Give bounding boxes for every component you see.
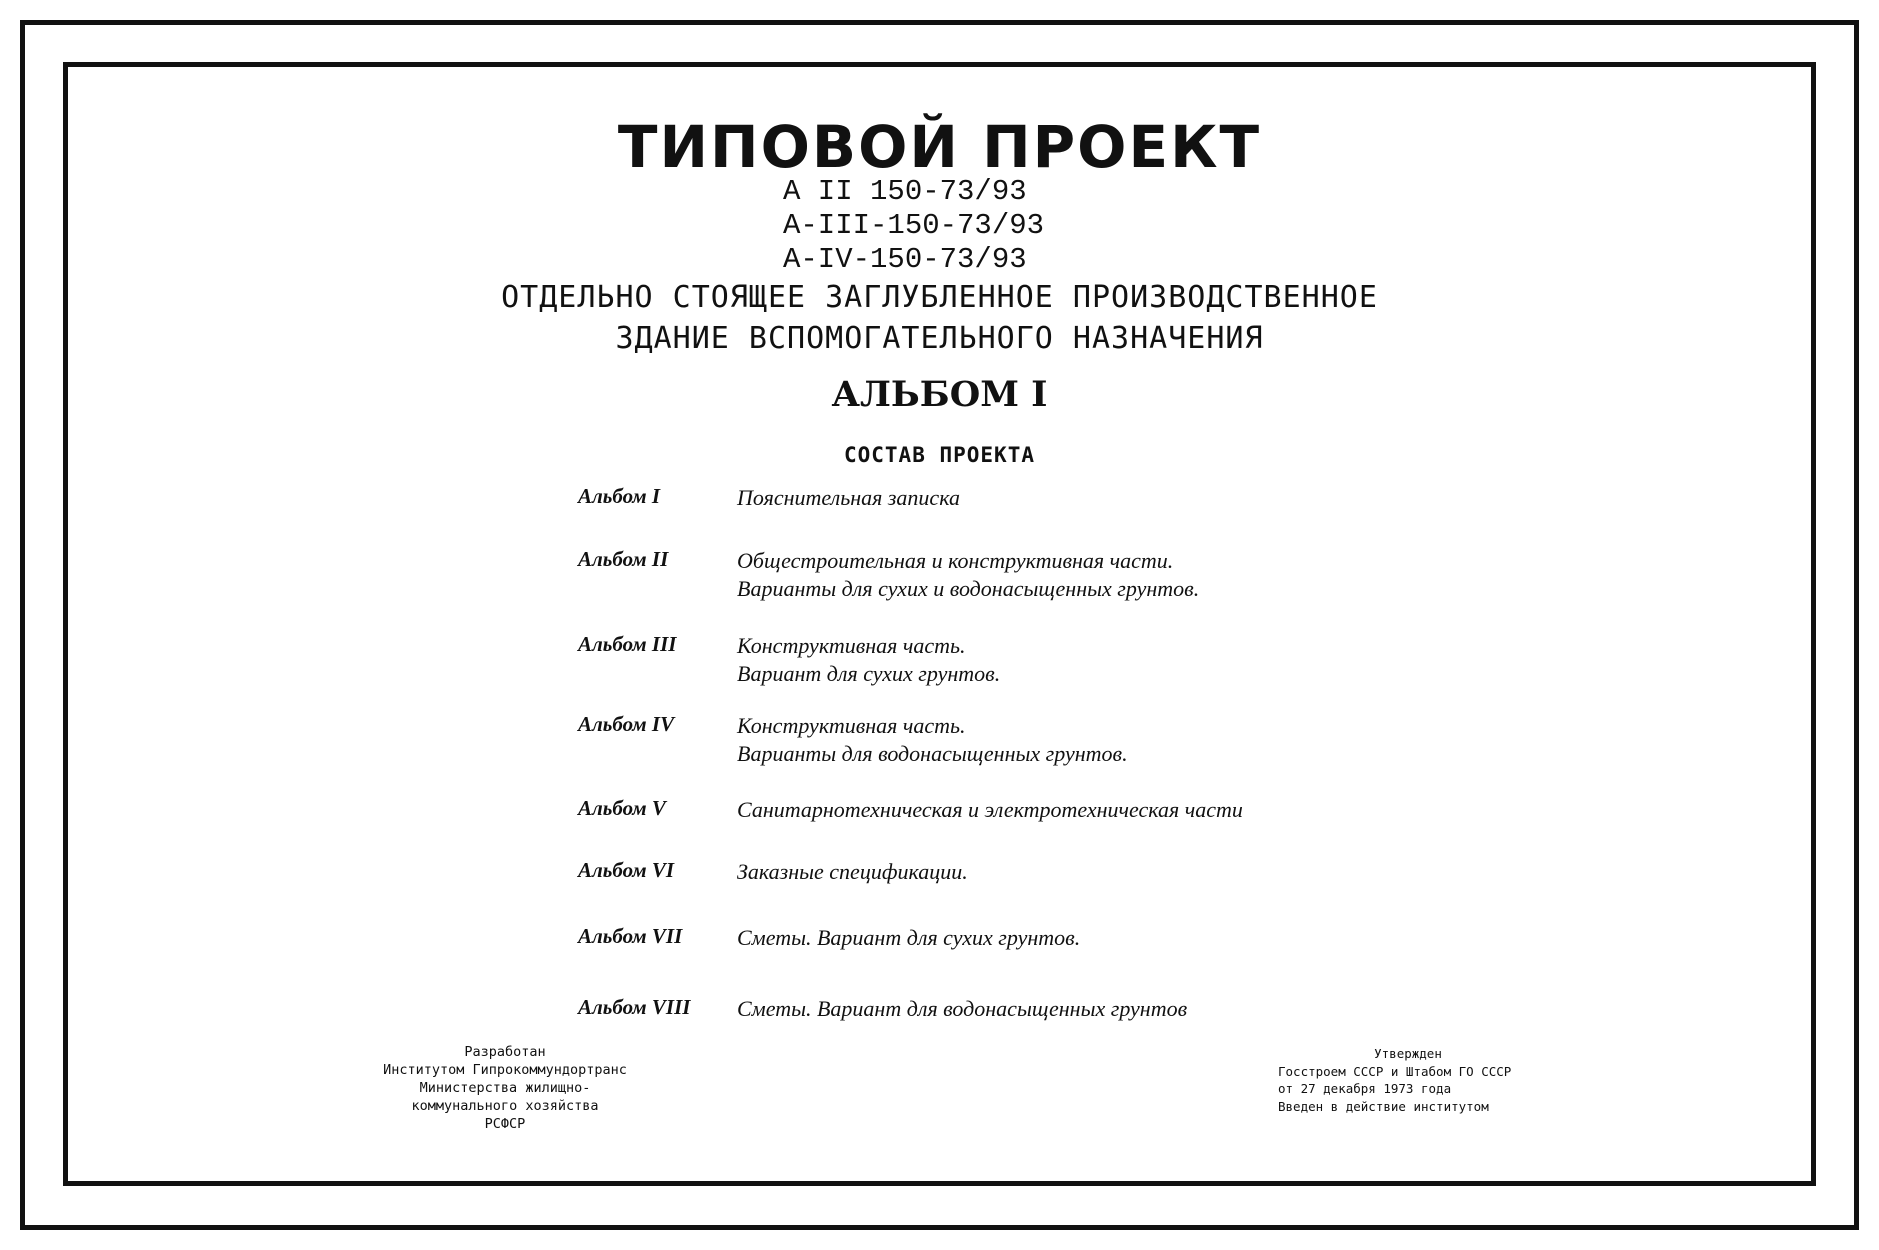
album-row-description [737,632,1000,688]
album-row-description [737,858,968,886]
developer-line: Разработан [464,1044,546,1060]
album-row-line: Вариант для сухих грунтов. [737,661,1001,686]
approval-line: Госстроем СССР и Штабом ГО СССР [1278,1063,1512,1079]
album-row-line: Варианты для сухих и водонасыщенных грунтов. [737,576,1200,601]
album-row-label: Альбом VIII [578,995,691,1019]
album-row-label: Альбом VII [578,924,683,948]
album-row-label: Альбом VI [578,858,675,882]
album-row-description [737,484,960,512]
album-row-line: Санитарнотехническая и электротехническая части [737,797,1243,822]
album-row-line: Заказные спецификации. [737,859,968,884]
heading-line-1: ОТДЕЛЬНО СТОЯЩЕЕ ЗАГЛУБЛЕННОЕ ПРОИЗВОДСТВЕННОЕ [501,280,1378,315]
developer-line: РСФСР [484,1116,526,1132]
developer-note [380,1043,630,1133]
album-row-line: Варианты для водонасыщенных грунтов. [737,741,1128,766]
album-row-line: Пояснительная записка [737,485,960,510]
project-code-2: А-III-150-73/93 [783,209,1045,242]
album-row-description [737,712,1128,768]
developer-line: коммунального хозяйства [411,1098,599,1114]
album-row-description [737,547,1199,603]
album-row-line: Конструктивная часть. [737,713,966,738]
album-row-label: Альбом V [578,796,666,820]
album-row-description [737,924,1080,952]
heading-line-2: ЗДАНИЕ ВСПОМОГАТЕЛЬНОГО НАЗНАЧЕНИЯ [615,321,1264,356]
album-row-description [737,796,1243,824]
project-code-3: А-IV-150-73/93 [783,243,1027,276]
album-row-description [737,995,1187,1023]
developer-line: Институтом Гипрокоммундортранс [383,1062,627,1078]
approval-line: от 27 декабря 1973 года [1278,1081,1452,1096]
approval-line: Утвержден [1374,1046,1442,1061]
album-row-line: Конструктивная часть. [737,633,966,658]
developer-line: Министерства жилищно- [419,1080,591,1096]
album-title: АЛЬБОМ I [831,374,1048,415]
album-row-label: Альбом IV [578,712,675,736]
album-row-label: Альбом I [578,484,661,508]
album-row-label: Альбом II [578,547,669,571]
album-row-line: Сметы. Вариант для сухих грунтов. [737,925,1081,950]
album-row-line: Сметы. Вариант для водонасыщенных грунтов [737,996,1188,1021]
approval-line: Введен в действие институтом [1278,1098,1489,1114]
album-row-line: Общестроительная и конструктивная части. [737,548,1174,573]
composition-title: СОСТАВ ПРОЕКТА [843,443,1035,467]
page-title: ТИПОВОЙ ПРОЕКТ [617,113,1262,181]
album-row-label: Альбом III [578,632,677,656]
project-code-1: А II 150-73/93 [783,175,1027,208]
approval-note [1278,1045,1538,1115]
